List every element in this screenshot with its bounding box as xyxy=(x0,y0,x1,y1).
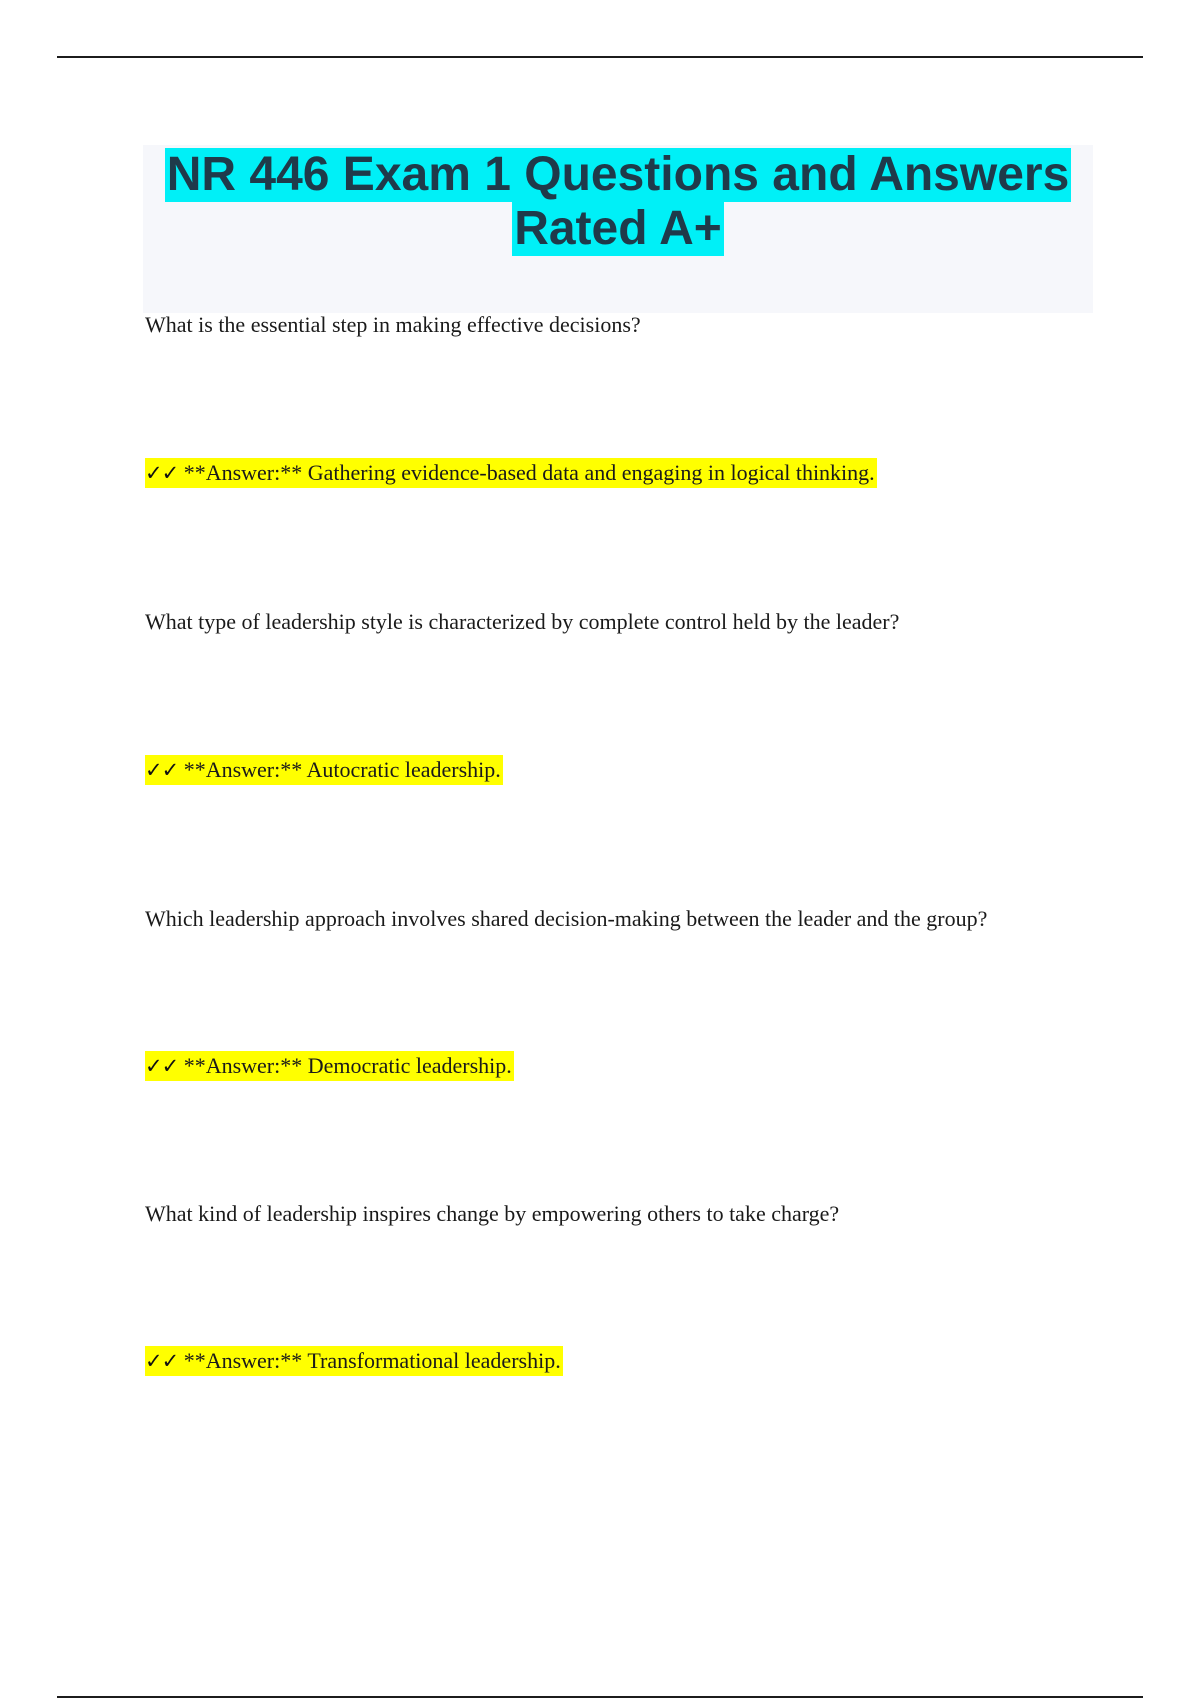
answer-4-text: **Answer:** Transformational leadership. xyxy=(183,1348,561,1373)
document-title-line-2: Rated A+ xyxy=(514,202,722,255)
question-3: Which leadership approach involves shared decision-making between the leader and the group? xyxy=(145,906,988,931)
double-check-icon: ✓✓ xyxy=(145,758,179,782)
answer-1 xyxy=(145,458,877,488)
title-block xyxy=(143,145,1093,313)
question-1: What is the essential step in making effective decisions? xyxy=(145,312,641,337)
answer-3 xyxy=(145,1051,514,1081)
top-rule xyxy=(57,56,1143,58)
double-check-icon: ✓✓ xyxy=(145,1349,179,1373)
double-check-icon: ✓✓ xyxy=(145,461,179,485)
question-4: What kind of leadership inspires change by empowering others to take charge? xyxy=(145,1201,840,1226)
answer-1-text: **Answer:** Gathering evidence-based data and engaging in logical thinking. xyxy=(183,460,875,485)
document-title-line-1: NR 446 Exam 1 Questions and Answers xyxy=(166,148,1070,201)
double-check-icon: ✓✓ xyxy=(145,1054,179,1078)
answer-4 xyxy=(145,1346,563,1376)
answer-3-text: **Answer:** Democratic leadership. xyxy=(183,1053,512,1078)
answer-2-text: **Answer:** Autocratic leadership. xyxy=(183,757,501,782)
bottom-rule xyxy=(57,1696,1143,1698)
answer-2 xyxy=(145,755,503,785)
question-2: What type of leadership style is characterized by complete control held by the leader? xyxy=(145,609,900,634)
